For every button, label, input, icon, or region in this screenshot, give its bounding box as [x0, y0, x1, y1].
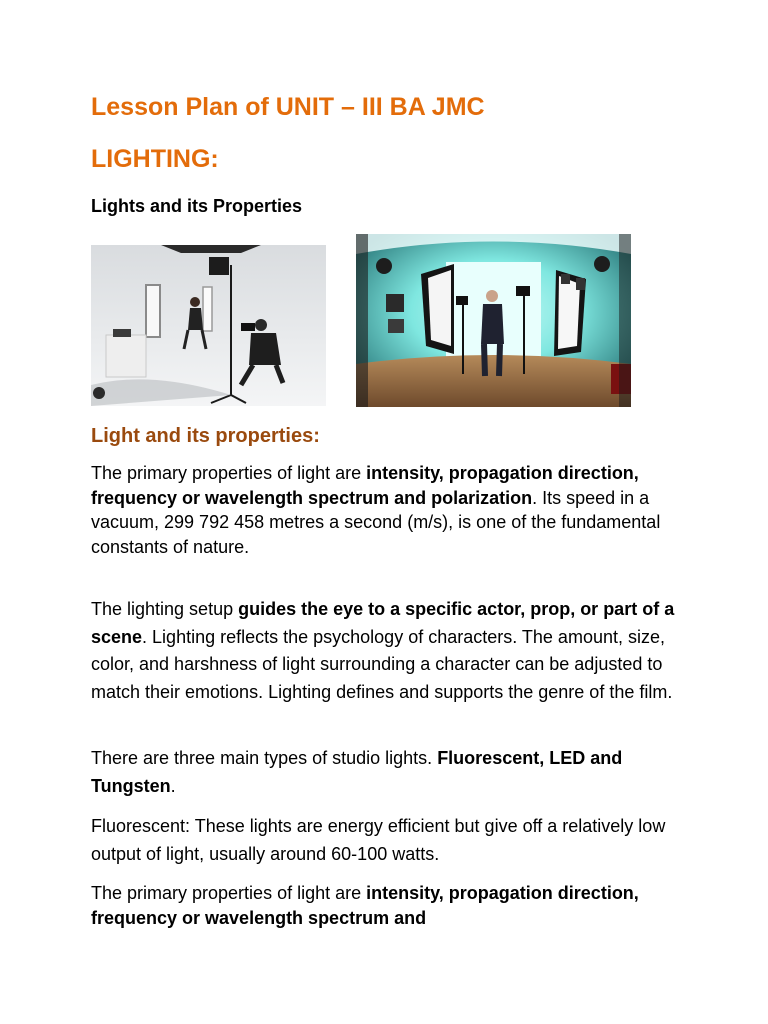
- p5-bold-1: intensity, propagation direction, frequency or wavelength spectrum and: [91, 883, 639, 928]
- studio-photo-white: [91, 245, 326, 406]
- p3-text-2: .: [170, 775, 176, 796]
- paragraph-studio-light-types: [91, 745, 681, 800]
- p3-bold-1: Fluorescent, LED and Tungsten: [91, 748, 623, 796]
- paragraph-fluorescent: [91, 813, 681, 868]
- p1-bold-1: intensity, propagation direction, frequency or wavelength spectrum and polarization: [91, 463, 639, 508]
- section-heading-light-properties: Light and its properties:: [91, 425, 320, 447]
- p2-text-1: The lighting setup: [91, 599, 239, 619]
- p2-text-2: . Lighting reflects the psychology of characters. The amount, size, color, and harshness of light surrounding a character can be adjusted to match their emotions. Lighting defines and supports the genre of the film.: [91, 626, 673, 702]
- lights-subheading: Lights and its Properties: [91, 196, 303, 216]
- p1-text-2: . Its speed in a vacuum, 299 792 458 metres a second (m/s), is one of the fundamental constants of nature.: [91, 487, 661, 557]
- paragraph-lighting-setup: [91, 596, 681, 706]
- p2-bold-1: guides the eye to a specific actor, prop, or part of a scene: [91, 599, 675, 647]
- p5-text-1: The primary properties of light are: [91, 883, 367, 903]
- p1-text-1: The primary properties of light are: [91, 463, 367, 483]
- paragraph-light-properties-repeat: [91, 881, 681, 930]
- studio-photo-teal-image: [356, 234, 631, 407]
- lighting-heading: LIGHTING:: [91, 145, 219, 173]
- page-title: Lesson Plan of UNIT – III BA JMC: [91, 93, 485, 121]
- studio-photo-white-image: [91, 245, 326, 406]
- studio-photo-teal: [356, 234, 631, 407]
- p4-text-1: Fluorescent: These lights are energy efficient but give off a relatively low output of light, usually around 60-100 watts.: [91, 816, 666, 864]
- p3-text-1: There are three main types of studio lights.: [91, 748, 438, 768]
- paragraph-light-properties: [91, 461, 681, 559]
